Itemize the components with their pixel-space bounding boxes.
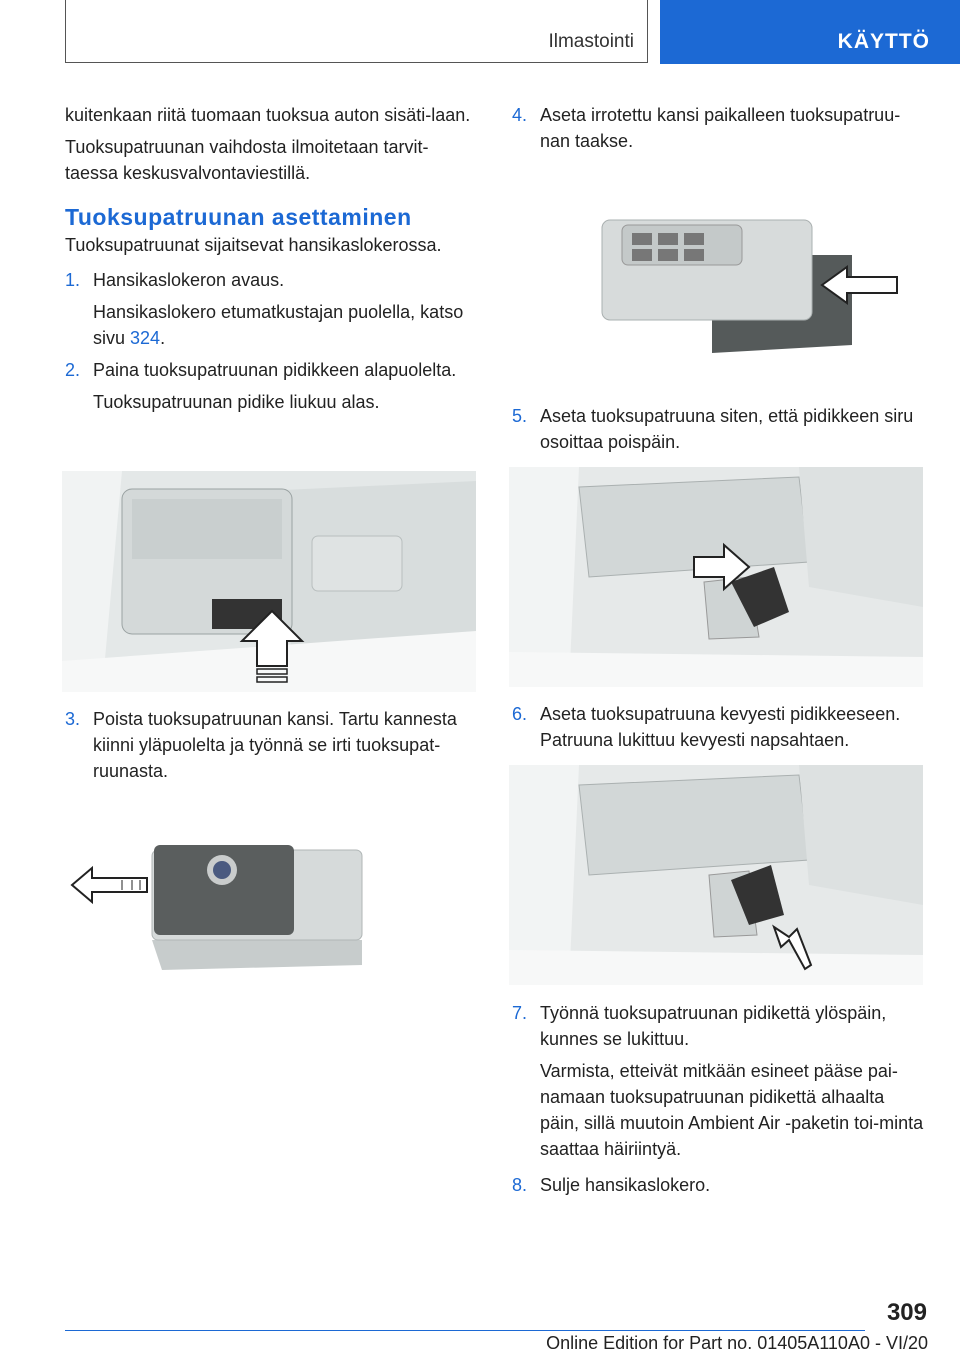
page-link[interactable]: 324 — [130, 328, 161, 348]
step-text: Aseta tuoksupatruuna siten, että pidikkeen siru osoittaa poispäin. — [540, 406, 914, 452]
step-number: 1. — [65, 270, 81, 290]
step-number: 3. — [65, 709, 81, 729]
step-5-block — [512, 403, 927, 455]
step-number: 5. — [512, 406, 528, 426]
step-text: Poista tuoksupatruunan kansi. Tartu kannesta kiinni yläpuolelta ja työnnä se irti tuoksupat-ruunasta. — [93, 709, 457, 781]
step-4 — [512, 102, 927, 154]
intro-paragraph-1: kuitenkaan riitä tuomaan tuoksua auton sisäti-laan. — [65, 105, 471, 125]
step-6-block — [512, 701, 927, 753]
figure-lid-removal — [62, 800, 476, 1000]
lead-paragraph: Tuoksupatruunat sijaitsevat hansikaslokerossa. — [65, 235, 442, 255]
step-text: Työnnä tuoksupatruunan pidikettä ylöspäin, kunnes se lukittuu. — [540, 1003, 887, 1049]
intro-paragraph-2: Tuoksupatruunan vaihdosta ilmoitetaan tarvit-taessa keskusvalvontaviestillä. — [65, 137, 429, 183]
figure-holder-press — [62, 471, 476, 692]
step-number: 6. — [512, 704, 528, 724]
step-number: 7. — [512, 1003, 528, 1023]
page-number: 309 — [886, 1299, 927, 1326]
left-column — [65, 102, 480, 415]
step-1 — [65, 267, 480, 293]
footer-edition: Online Edition for Part no. 01405A110A0 - VI/20 — [546, 1333, 928, 1353]
step-1-detail-text: Hansikaslokero etumatkustajan puolella, katso sivu — [93, 302, 464, 348]
section-title: Ilmastointi — [548, 31, 634, 52]
step-5 — [512, 403, 927, 455]
section-heading: Tuoksupatruunan asettaminen — [65, 204, 412, 230]
step-1-detail — [65, 299, 480, 351]
figure-cartridge-orientation — [509, 467, 923, 687]
step-7-detail: Varmista, etteivät mitkään esineet pääse pai-namaan tuoksupatruunan pidikettä alhaalta päin, sillä muutoin Ambient Air -paketin toi-minta saattaa häiriintyä. — [540, 1061, 924, 1159]
chapter-tab: KÄYTTÖ — [660, 0, 960, 64]
step-7 — [512, 1000, 927, 1052]
footer-divider — [65, 1330, 865, 1331]
step-2 — [65, 357, 480, 383]
step-text: Aseta irrotettu kansi paikalleen tuoksupatruu-nan taakse. — [540, 105, 901, 151]
step-6 — [512, 701, 927, 753]
step-text: Hansikaslokeron avaus. — [93, 270, 285, 290]
step-text: Paina tuoksupatruunan pidikkeen alapuolelta. — [93, 360, 457, 380]
step-2-detail: Tuoksupatruunan pidike liukuu alas. — [93, 392, 380, 412]
step-3-block — [65, 706, 480, 784]
step-number: 8. — [512, 1175, 528, 1195]
figure-lid-placement — [512, 195, 923, 375]
step-number: 2. — [65, 360, 81, 380]
step-3 — [65, 706, 480, 784]
step-8 — [512, 1172, 927, 1198]
steps-7-8-block — [512, 1000, 927, 1198]
figure-cartridge-inserted — [509, 765, 923, 985]
step-text: Sulje hansikaslokero. — [540, 1175, 711, 1195]
step-number: 4. — [512, 105, 528, 125]
step-text: Aseta tuoksupatruuna kevyesti pidikkeeseen. Patruuna lukittuu kevyesti napsahtaen. — [540, 704, 901, 750]
right-column — [512, 102, 927, 154]
step-1-detail-end: . — [160, 328, 166, 348]
